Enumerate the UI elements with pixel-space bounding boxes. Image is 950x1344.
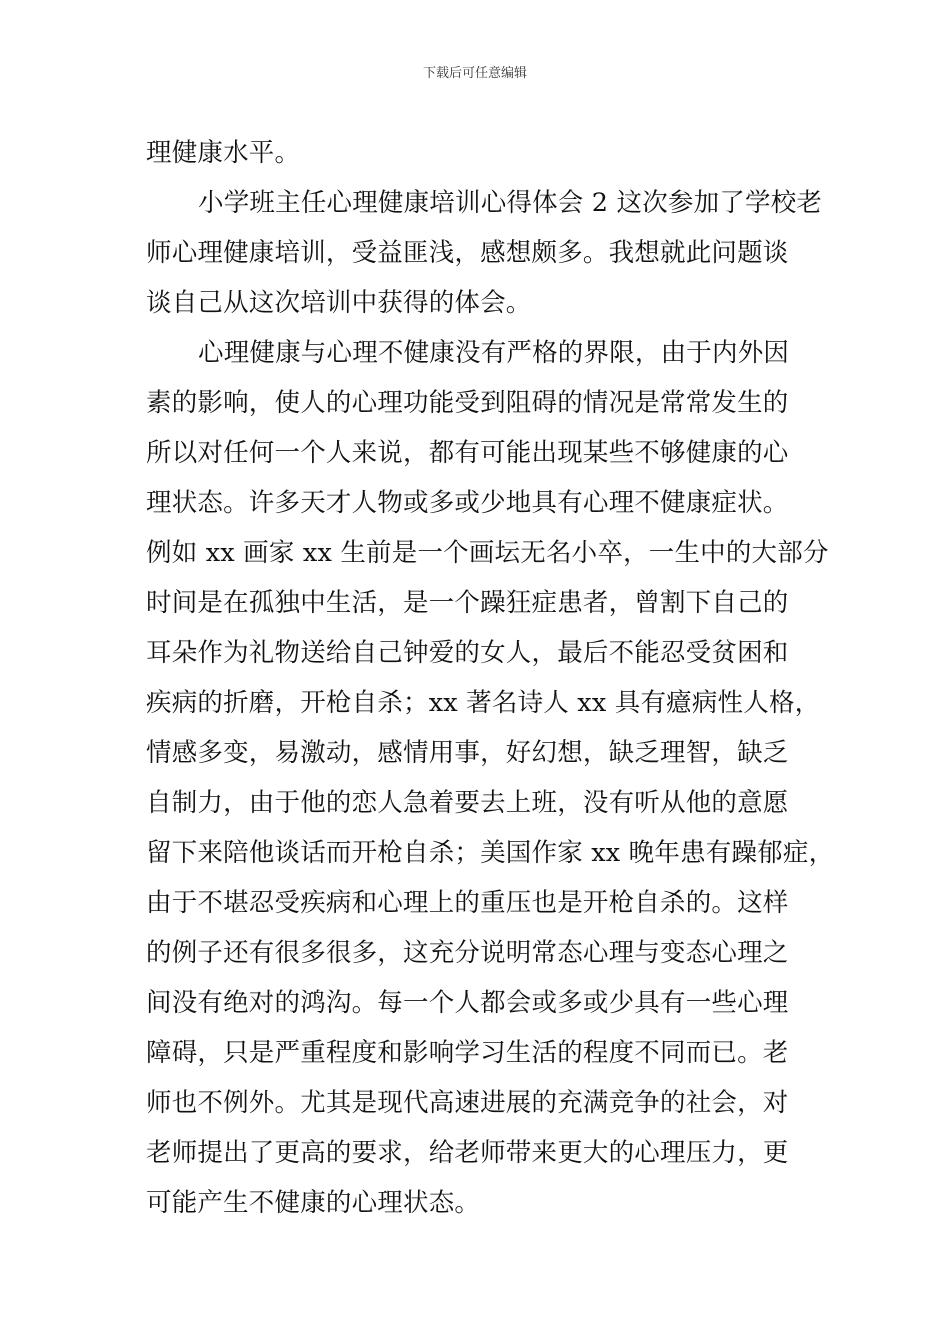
text-line: 疾病的折磨，开枪自杀；xx 著名诗人 xx 具有癔病性人格， xyxy=(146,688,821,718)
document-body xyxy=(146,128,835,1228)
text-line: 耳朵作为礼物送给自己钟爱的女人，最后不能忍受贫困和 xyxy=(146,638,789,668)
paragraph-first-line: 小学班主任心理健康培训心得体会 2 这次参加了学校老 xyxy=(198,188,823,218)
text-line: 老师提出了更高的要求，给老师带来更大的心理压力，更 xyxy=(146,1138,789,1168)
text-line: 可能产生不健康的心理状态。 xyxy=(146,1188,481,1218)
text-line: 谈自己从这次培训中获得的体会。 xyxy=(146,288,532,318)
text-line: 情感多变，易激动，感情用事，好幻想，缺乏理智，缺乏 xyxy=(146,738,789,768)
text-line: 所以对任何一个人来说，都有可能出现某些不够健康的心 xyxy=(146,438,789,468)
text-line: 素的影响，使人的心理功能受到阻碍的情况是常常发生的 xyxy=(146,388,789,418)
text-line: 理状态。许多天才人物或多或少地具有心理不健康症状。 xyxy=(146,488,789,518)
text-line: 师也不例外。尤其是现代高速进展的充满竞争的社会，对 xyxy=(146,1088,789,1118)
text-line: 由于不堪忍受疾病和心理上的重压也是开枪自杀的。这样 xyxy=(146,888,789,918)
text-line: 间没有绝对的鸿沟。每一个人都会或多或少具有一些心理 xyxy=(146,988,789,1018)
text-line: 例如 xx 画家 xx 生前是一个画坛无名小卒，一生中的大部分 xyxy=(146,538,829,568)
text-line: 的例子还有很多很多，这充分说明常态心理与变态心理之 xyxy=(146,938,789,968)
text-line: 时间是在孤独中生活，是一个躁狂症患者，曾割下自己的 xyxy=(146,588,789,618)
text-line: 自制力，由于他的恋人急着要去上班，没有听从他的意愿 xyxy=(146,788,789,818)
text-line: 留下来陪他谈话而开枪自杀；美国作家 xx 晚年患有躁郁症， xyxy=(146,838,835,868)
text-line: 师心理健康培训，受益匪浅，感想颇多。我想就此问题谈 xyxy=(146,238,789,268)
text-line: 障碍，只是严重程度和影响学习生活的程度不同而已。老 xyxy=(146,1038,789,1068)
page-header: 下载后可任意编辑 xyxy=(422,66,527,81)
text-line: 理健康水平。 xyxy=(146,138,301,168)
paragraph-first-line: 心理健康与心理不健康没有严格的界限，由于内外因 xyxy=(198,338,790,368)
